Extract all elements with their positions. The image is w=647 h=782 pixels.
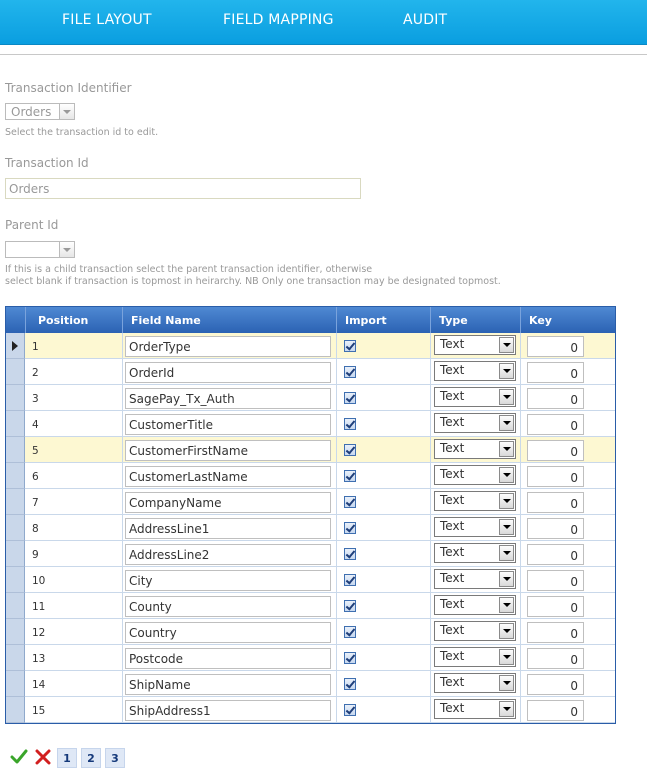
type-select[interactable]	[434, 699, 516, 719]
row-selector[interactable]	[6, 671, 25, 697]
position-cell: 12	[32, 627, 46, 639]
column-header-field-name[interactable]: Field Name	[122, 307, 336, 333]
position-cell: 8	[32, 523, 39, 535]
row-selector[interactable]	[6, 593, 25, 619]
type-select[interactable]	[434, 361, 516, 381]
table-row[interactable]	[25, 671, 615, 697]
import-checkbox[interactable]	[344, 522, 356, 534]
table-row[interactable]	[25, 567, 615, 593]
field-name-input[interactable]: ShipName	[125, 674, 331, 695]
type-value: Text	[440, 415, 465, 429]
header-divider	[0, 54, 647, 55]
import-checkbox[interactable]	[344, 392, 356, 404]
type-value: Text	[440, 519, 465, 533]
field-name-input[interactable]: City	[125, 570, 331, 591]
table-row[interactable]	[25, 515, 615, 541]
key-input[interactable]: 0	[527, 700, 584, 721]
row-selector[interactable]	[6, 645, 25, 671]
chevron-down-icon[interactable]	[499, 363, 514, 379]
field-mapping-grid	[5, 306, 616, 724]
top-nav-bar	[0, 0, 647, 45]
position-cell: 14	[32, 679, 46, 691]
key-input[interactable]: 0	[527, 596, 584, 617]
position-cell: 13	[32, 653, 46, 665]
table-row[interactable]	[25, 593, 615, 619]
column-header-key[interactable]: Key	[520, 307, 615, 333]
row-selector[interactable]	[6, 411, 25, 437]
key-input[interactable]: 0	[527, 466, 584, 487]
table-row[interactable]	[25, 541, 615, 567]
import-checkbox[interactable]	[344, 652, 356, 664]
import-checkbox[interactable]	[344, 444, 356, 456]
type-value: Text	[440, 623, 465, 637]
key-input[interactable]: 0	[527, 414, 584, 435]
type-value: Text	[440, 441, 465, 455]
row-selector[interactable]	[6, 515, 25, 541]
type-select[interactable]	[434, 543, 516, 563]
column-divider	[122, 333, 123, 723]
column-header-type[interactable]: Type	[430, 307, 520, 333]
field-name-input[interactable]: CompanyName	[125, 492, 331, 513]
key-input[interactable]: 0	[527, 336, 584, 357]
position-cell: 3	[32, 393, 39, 405]
import-checkbox[interactable]	[344, 600, 356, 612]
position-cell: 11	[32, 601, 46, 613]
type-select[interactable]	[434, 439, 516, 459]
chevron-down-icon[interactable]	[59, 242, 74, 257]
position-cell: 6	[32, 471, 39, 483]
parent-id-hint-line1: If this is a child transaction select the parent transaction identifier, otherwise	[5, 264, 373, 275]
row-selector[interactable]	[6, 463, 25, 489]
import-checkbox[interactable]	[344, 340, 356, 352]
import-checkbox[interactable]	[344, 626, 356, 638]
field-name-input[interactable]: CustomerFirstName	[125, 440, 331, 461]
key-input[interactable]: 0	[527, 492, 584, 513]
row-selector[interactable]	[6, 541, 25, 567]
tab-file-layout[interactable]: FILE LAYOUT	[62, 12, 152, 28]
type-value: Text	[440, 571, 465, 585]
key-input[interactable]: 0	[527, 544, 584, 565]
type-select[interactable]	[434, 595, 516, 615]
chevron-down-icon[interactable]	[499, 389, 514, 405]
position-cell: 4	[32, 419, 39, 431]
transaction-identifier-label: Transaction Identifier	[5, 81, 132, 95]
type-value: Text	[440, 675, 465, 689]
grid-header	[6, 307, 615, 333]
type-value: Text	[440, 389, 465, 403]
chevron-down-icon[interactable]	[499, 467, 514, 483]
table-row[interactable]	[25, 359, 615, 385]
row-selector[interactable]	[6, 359, 25, 385]
type-value: Text	[440, 701, 465, 715]
table-row[interactable]	[25, 489, 615, 515]
import-checkbox[interactable]	[344, 418, 356, 430]
chevron-down-icon[interactable]	[499, 493, 514, 509]
transaction-id-input[interactable]: Orders	[5, 178, 361, 199]
column-divider	[336, 333, 337, 723]
type-select[interactable]	[434, 387, 516, 407]
chevron-down-icon[interactable]	[499, 649, 514, 665]
type-select[interactable]	[434, 647, 516, 667]
chevron-down-icon[interactable]	[499, 545, 514, 561]
table-row[interactable]	[25, 437, 615, 463]
type-select[interactable]	[434, 413, 516, 433]
key-input[interactable]: 0	[527, 518, 584, 539]
column-divider	[520, 333, 521, 723]
import-checkbox[interactable]	[344, 574, 356, 586]
column-divider	[430, 333, 431, 723]
transaction-identifier-select[interactable]	[5, 103, 75, 120]
row-selector[interactable]	[6, 437, 25, 463]
type-select[interactable]	[434, 465, 516, 485]
chevron-down-icon[interactable]	[59, 104, 74, 119]
type-select[interactable]	[434, 517, 516, 537]
row-selector[interactable]	[6, 697, 25, 723]
field-name-input[interactable]: Country	[125, 622, 331, 643]
type-select[interactable]	[434, 673, 516, 693]
chevron-down-icon[interactable]	[499, 415, 514, 431]
chevron-down-icon[interactable]	[499, 623, 514, 639]
close-icon	[34, 748, 52, 766]
import-checkbox[interactable]	[344, 366, 356, 378]
chevron-down-icon[interactable]	[499, 701, 514, 717]
field-name-input[interactable]: SagePay_Tx_Auth	[125, 388, 331, 409]
type-select[interactable]	[434, 621, 516, 641]
type-value: Text	[440, 467, 465, 481]
key-input[interactable]: 0	[527, 648, 584, 669]
chevron-down-icon[interactable]	[499, 571, 514, 587]
row-selector[interactable]	[6, 619, 25, 645]
parent-id-select[interactable]	[5, 241, 75, 258]
position-cell: 5	[32, 445, 39, 457]
parent-id-label: Parent Id	[5, 218, 59, 232]
column-header-position[interactable]: Position	[25, 307, 122, 333]
key-input[interactable]: 0	[527, 440, 584, 461]
tab-audit[interactable]: AUDIT	[403, 12, 448, 28]
table-row[interactable]	[25, 619, 615, 645]
row-selector[interactable]	[6, 385, 25, 411]
table-row[interactable]	[25, 463, 615, 489]
chevron-down-icon[interactable]	[499, 597, 514, 613]
import-checkbox[interactable]	[344, 678, 356, 690]
type-select[interactable]	[434, 569, 516, 589]
transaction-identifier-value: Orders	[11, 105, 52, 119]
page-button-3[interactable]: 3	[105, 748, 125, 768]
table-row[interactable]	[25, 411, 615, 437]
page-button-1[interactable]: 1	[57, 748, 77, 768]
type-value: Text	[440, 597, 465, 611]
import-checkbox[interactable]	[344, 496, 356, 508]
field-name-input[interactable]: OrderId	[125, 362, 331, 383]
import-checkbox[interactable]	[344, 704, 356, 716]
field-name-input[interactable]: County	[125, 596, 331, 617]
chevron-down-icon[interactable]	[499, 337, 514, 353]
type-value: Text	[440, 649, 465, 663]
import-checkbox[interactable]	[344, 470, 356, 482]
table-row[interactable]	[25, 385, 615, 411]
type-value: Text	[440, 493, 465, 507]
position-cell: 9	[32, 549, 39, 561]
row-selector[interactable]	[6, 489, 25, 515]
field-name-input[interactable]: AddressLine1	[125, 518, 331, 539]
table-row[interactable]	[25, 697, 615, 723]
type-value: Text	[440, 545, 465, 559]
key-input[interactable]: 0	[527, 362, 584, 383]
parent-id-hint-line2: select blank if transaction is topmost in heirarchy. NB Only one transaction may be designated topmost.	[5, 276, 501, 287]
field-name-input[interactable]: Postcode	[125, 648, 331, 669]
column-header-import[interactable]: Import	[336, 307, 430, 333]
field-name-input[interactable]: ShipAddress1	[125, 700, 331, 721]
chevron-down-icon[interactable]	[499, 519, 514, 535]
transaction-id-label: Transaction Id	[5, 156, 89, 170]
key-input[interactable]: 0	[527, 622, 584, 643]
checkmark-icon	[10, 748, 28, 766]
position-cell: 7	[32, 497, 39, 509]
position-cell: 2	[32, 367, 39, 379]
type-value: Text	[440, 337, 465, 351]
chevron-down-icon[interactable]	[499, 675, 514, 691]
field-name-input[interactable]: CustomerTitle	[125, 414, 331, 435]
field-name-input[interactable]: CustomerLastName	[125, 466, 331, 487]
table-row[interactable]	[25, 645, 615, 671]
key-input[interactable]: 0	[527, 388, 584, 409]
tab-field-mapping[interactable]: FIELD MAPPING	[223, 12, 334, 28]
chevron-down-icon[interactable]	[499, 441, 514, 457]
key-input[interactable]: 0	[527, 674, 584, 695]
cancel-button[interactable]	[33, 748, 53, 768]
type-value: Text	[440, 363, 465, 377]
page-button-2[interactable]: 2	[81, 748, 101, 768]
field-name-input[interactable]: OrderType	[125, 336, 331, 357]
import-checkbox[interactable]	[344, 548, 356, 560]
type-select[interactable]	[434, 491, 516, 511]
save-button[interactable]	[9, 748, 29, 768]
table-row[interactable]	[25, 333, 615, 359]
position-cell: 1	[32, 341, 39, 353]
row-selector[interactable]	[6, 567, 25, 593]
type-select[interactable]	[434, 335, 516, 355]
row-selector-current[interactable]	[6, 333, 25, 359]
position-cell: 10	[32, 575, 46, 587]
field-name-input[interactable]: AddressLine2	[125, 544, 331, 565]
transaction-identifier-hint: Select the transaction id to edit.	[5, 127, 159, 138]
key-input[interactable]: 0	[527, 570, 584, 591]
position-cell: 15	[32, 705, 46, 717]
